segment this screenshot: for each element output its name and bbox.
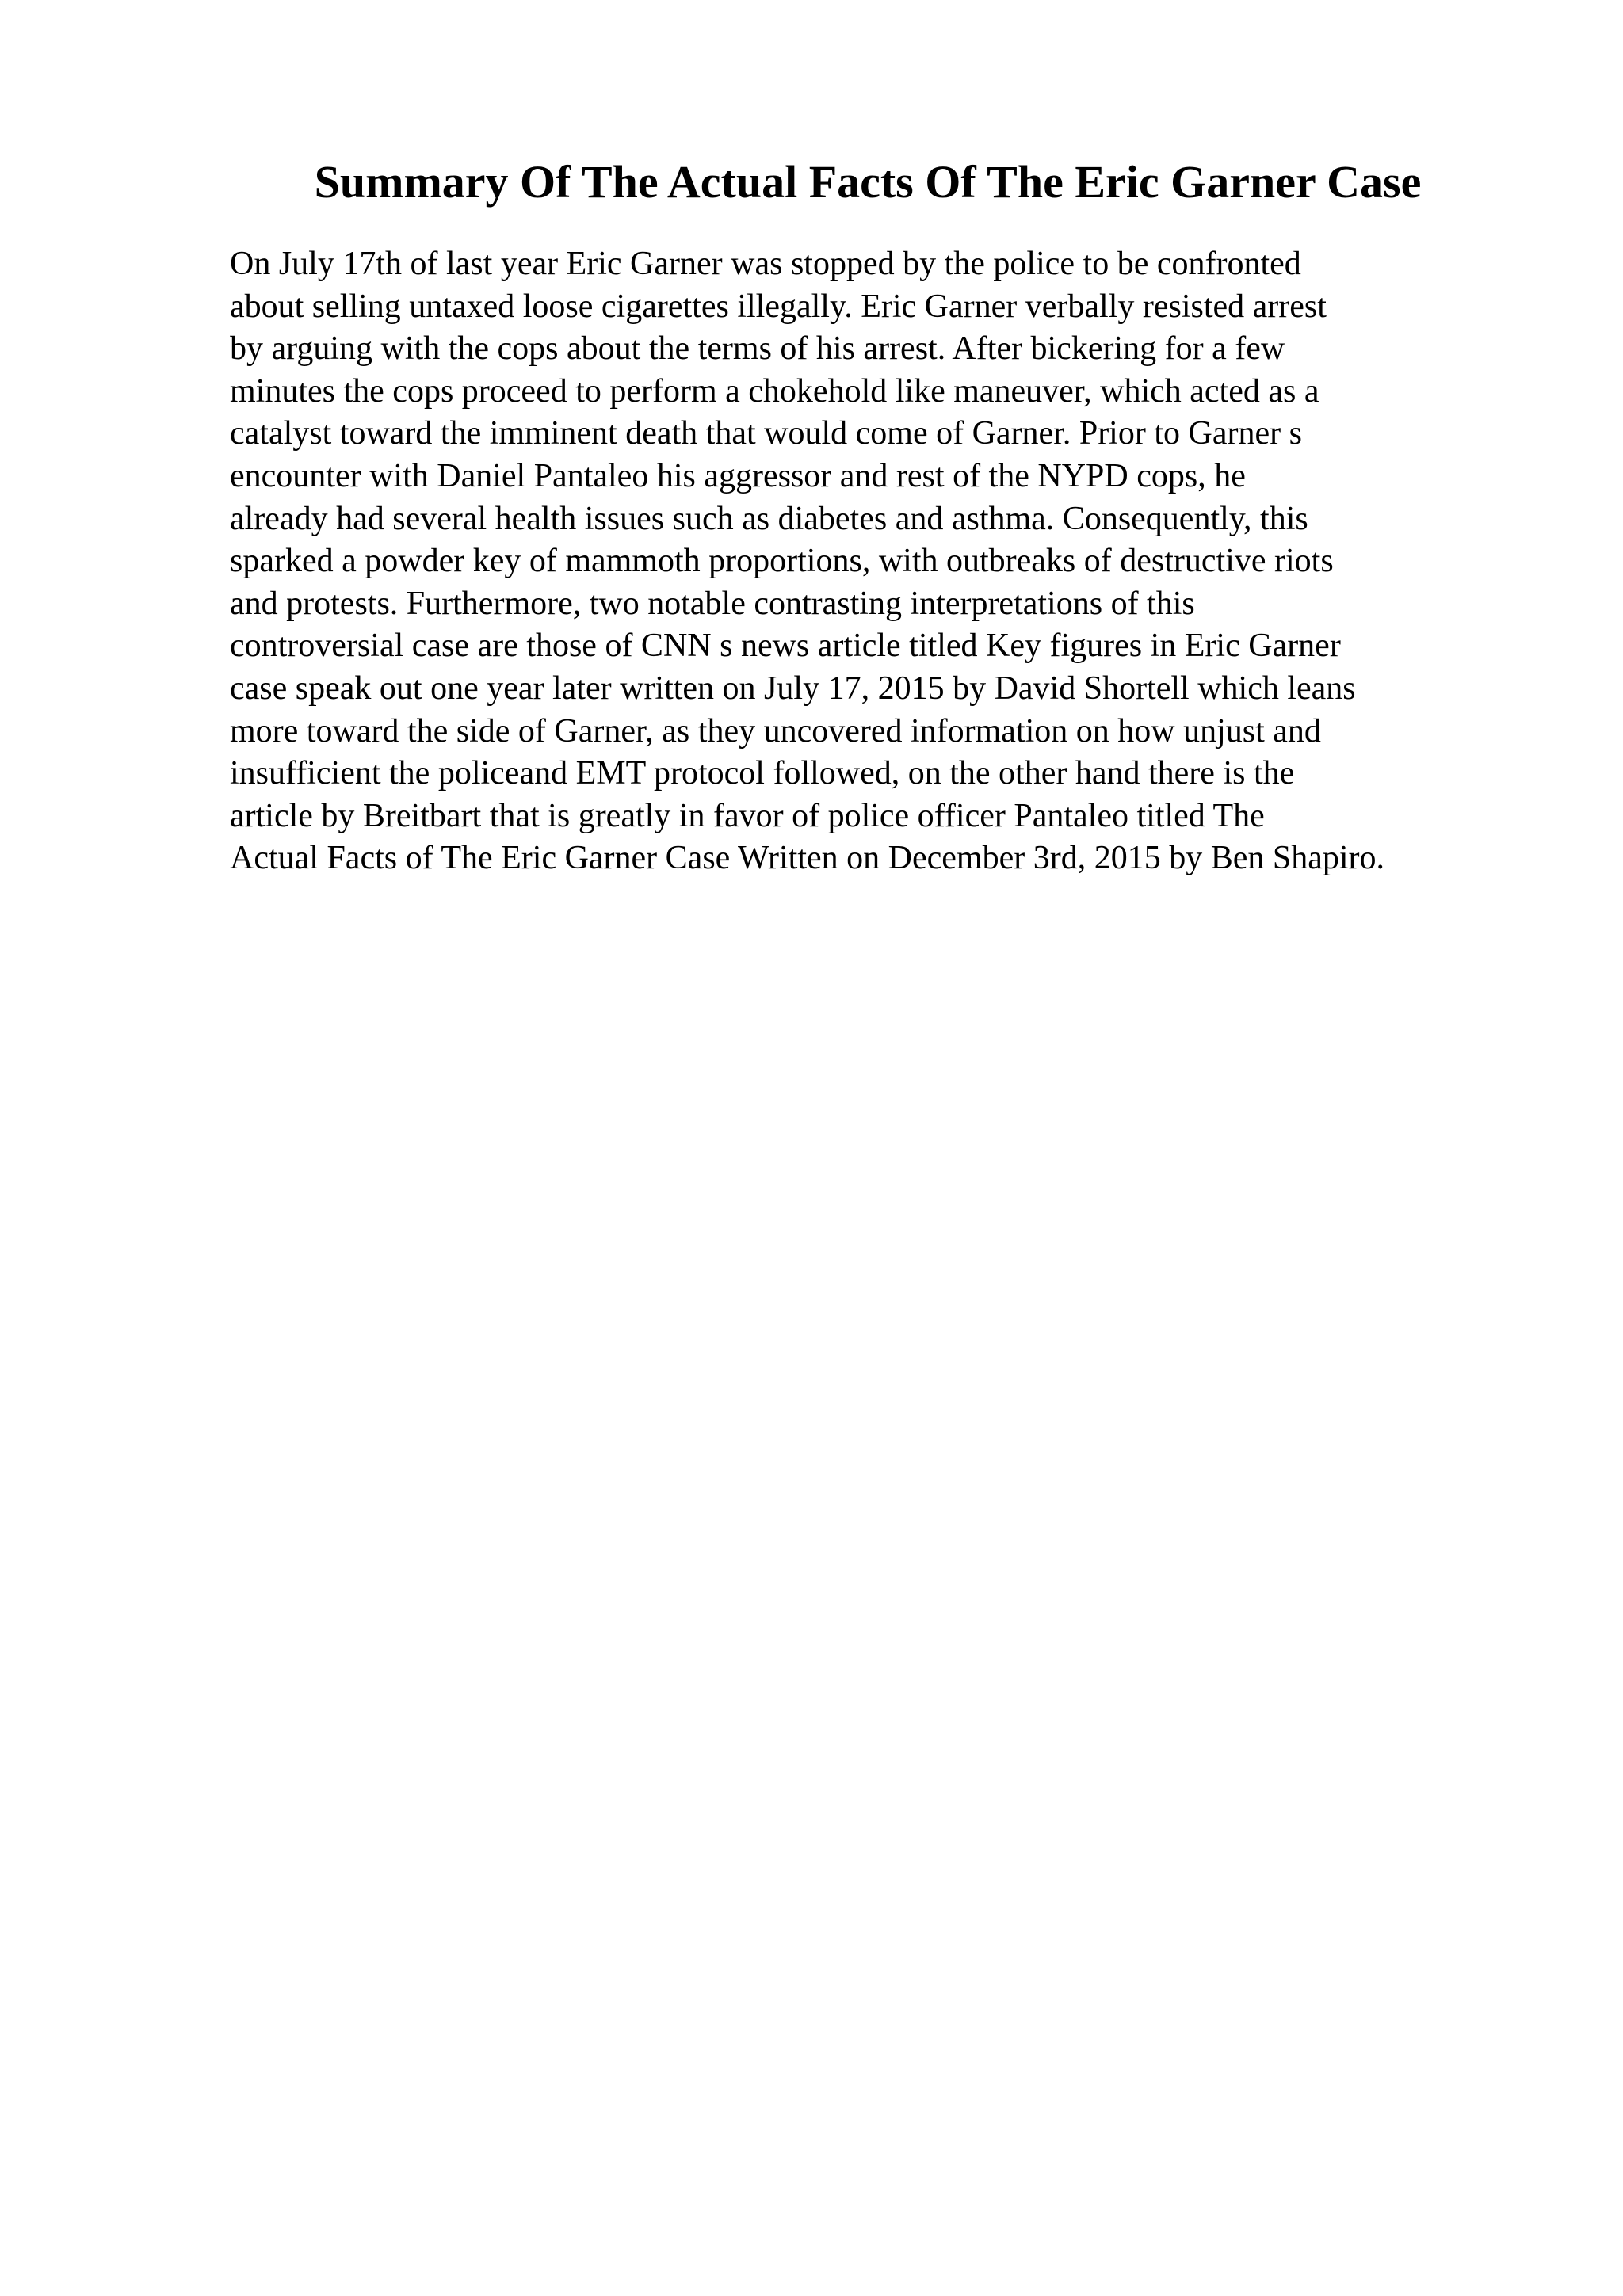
body-line: catalyst toward the imminent death that would come of Garner. Prior to Garner s	[230, 415, 1302, 452]
body-line: On July 17th of last year Eric Garner was stopped by the police to be confronted	[230, 246, 1301, 282]
body-line: minutes the cops proceed to perform a chokehold like maneuver, which acted as a	[230, 372, 1319, 410]
body-line: already had several health issues such as diabetes and asthma. Consequently, this	[230, 500, 1308, 537]
body-line: article by Breitbart that is greatly in favor of police officer Pantaleo titled The	[230, 797, 1265, 834]
body-line: and protests. Furthermore, two notable contrasting interpretations of this	[230, 585, 1195, 622]
body-line: Actual Facts of The Eric Garner Case Written on December 3rd, 2015 by Ben Shapiro.	[230, 840, 1384, 877]
body-line: by arguing with the cops about the terms of his arrest. After bickering for a few	[230, 330, 1285, 368]
body-line: encounter with Daniel Pantaleo his aggressor and rest of the NYPD cops, he	[230, 457, 1246, 494]
body-line: about selling untaxed loose cigarettes illegally. Eric Garner verbally resisted arrest	[230, 288, 1327, 325]
body-line: more toward the side of Garner, as they uncovered information on how unjust and	[230, 712, 1321, 749]
body-line: case speak out one year later written on July 17, 2015 by David Shortell which leans	[230, 669, 1356, 707]
body-line: controversial case are those of CNN s news article titled Key figures in Eric Garner	[230, 627, 1341, 665]
document-body	[230, 243, 1529, 880]
body-line: sparked a powder key of mammoth proportions, with outbreaks of destructive riots	[230, 543, 1334, 580]
body-line: insufficient the policeand EMT protocol followed, on the other hand there is the	[230, 755, 1295, 792]
document-title: Summary Of The Actual Facts Of The Eric Garner Case	[314, 156, 1422, 208]
